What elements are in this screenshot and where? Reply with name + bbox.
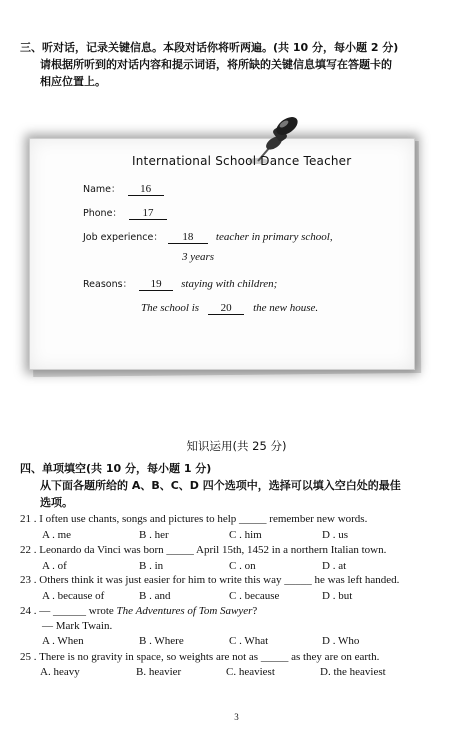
question-24 (20, 604, 460, 619)
blank-17: 17 (129, 207, 167, 220)
blank-19: 19 (139, 278, 173, 291)
section-3-line-2: 请根据所听到的对话内容和提示词语，将所缺的关键信息填写在答题卡的 (40, 58, 392, 71)
book-title: The Adventures of Tom Sawyer (116, 605, 253, 617)
question-text-post: ? (252, 605, 258, 617)
q25-option-d: D. the heaviest (320, 666, 386, 678)
phone-row (83, 205, 167, 220)
blank-18: 18 (168, 231, 208, 244)
q25-option-a: A. heavy (40, 666, 80, 678)
reasons-text: staying with children; (181, 278, 278, 290)
question-text: Others think it was just easier for him to write this way _____ he was left handed. (39, 574, 400, 586)
q21-option-d: D . us (322, 529, 348, 541)
question-25 (20, 650, 465, 665)
section-4-instr-2: 选项。 (40, 496, 73, 509)
q22-option-d: D . at (322, 560, 347, 572)
q23-option-c: C . because (229, 590, 280, 602)
name-label: Name： (83, 184, 121, 195)
phone-label: Phone： (83, 208, 122, 219)
part-title: 知识运用(共 25 分) (186, 439, 287, 453)
card-title: International School Dance Teacher (132, 154, 352, 168)
blank-20: 20 (208, 302, 244, 315)
q21-option-b: B . her (139, 529, 169, 541)
page-number: 3 (234, 712, 239, 722)
section-3-line-1: 三、听对话，记录关键信息。本段对话你将听两遍。(共 10 分，每小题 2 分) (20, 41, 399, 54)
question-number: 23 . (20, 574, 37, 586)
q25-option-b: B. heavier (136, 666, 182, 678)
q21-option-a: A . me (42, 529, 72, 541)
section-3-line-3: 相应位置上。 (40, 75, 106, 88)
q24-option-b: B . Where (139, 635, 184, 647)
q24-reply: — Mark Twain. (42, 620, 113, 632)
section-4-instr-1: 从下面各题所给的 A、B、C、D 四个选项中，选择可以填入空白处的最佳 (40, 479, 401, 492)
q22-option-b: B . in (139, 560, 164, 572)
q23-option-d: D . but (322, 590, 353, 602)
question-number: 21 . (20, 513, 37, 525)
q23-option-b: B . and (139, 590, 171, 602)
section-4-instructions (20, 460, 460, 511)
school-post: the new house. (253, 302, 319, 314)
q22-option-c: C . on (229, 560, 256, 572)
question-number: 25 . (20, 651, 37, 663)
job-label: Job experience： (83, 232, 163, 243)
question-22 (20, 543, 460, 558)
reasons-row (83, 276, 277, 291)
q24-option-d: D . Who (322, 635, 360, 647)
question-number: 22 . (20, 544, 37, 556)
question-23 (20, 573, 465, 588)
job-years: 3 years (182, 251, 215, 263)
question-text-pre: — ______ wrote (39, 605, 117, 617)
question-text: There is no gravity in space, so weights are not as _____ as they are on earth. (39, 651, 380, 663)
q24-option-a: A . When (42, 635, 84, 647)
q25-option-c: C. heaviest (226, 666, 275, 678)
q24-option-c: C . What (229, 635, 269, 647)
section-4-heading: 四、单项填空(共 10 分，每小题 1 分) (20, 462, 212, 475)
question-text: I often use chants, songs and pictures to help _____ remember new words. (39, 513, 368, 525)
job-row (83, 229, 333, 244)
blank-16: 16 (128, 183, 164, 196)
name-row (83, 181, 164, 196)
job-text: teacher in primary school, (215, 231, 333, 243)
q21-option-c: C . him (229, 529, 262, 541)
section-3-instructions (20, 39, 460, 90)
q22-option-a: A . of (42, 560, 67, 572)
reasons-label: Reasons： (83, 279, 133, 290)
question-21 (20, 512, 460, 527)
school-row (141, 298, 318, 316)
note-card (29, 138, 415, 370)
question-number: 24 . (20, 605, 37, 617)
question-text: Leonardo da Vinci was born _____ April 15th, 1452 in a northern Italian town. (39, 544, 387, 556)
q23-option-a: A . because of (42, 590, 105, 602)
school-pre: The school is (141, 302, 200, 314)
